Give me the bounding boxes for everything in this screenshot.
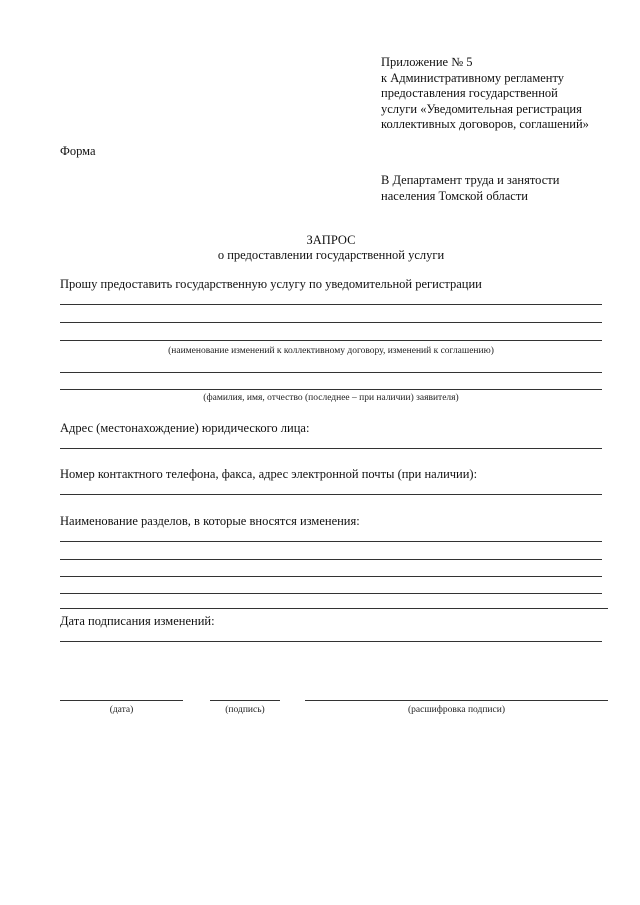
annex-line: коллективных договоров, соглашений» (381, 117, 589, 131)
annex-block (381, 55, 589, 133)
document-title: ЗАПРОС (306, 233, 356, 247)
caption-changes: (наименование изменений к коллективному договору, изменений к соглашению) (168, 346, 494, 356)
address-fill-line[interactable] (60, 448, 602, 449)
annex-line: к Административному регламенту (381, 70, 565, 85)
sections-fill-line[interactable] (60, 541, 602, 542)
sign-date-fill-line[interactable] (60, 641, 602, 642)
signature-line[interactable] (210, 700, 280, 701)
fill-line[interactable] (60, 304, 602, 305)
fill-line[interactable] (60, 389, 602, 390)
sections-fill-line[interactable] (60, 576, 602, 577)
sections-fill-line[interactable] (60, 608, 608, 609)
sections-label: Наименование разделов, в которые вносятся изменения: (60, 514, 360, 528)
addressee-block (381, 173, 559, 204)
date-sign-line[interactable] (60, 700, 183, 701)
phone-fill-line[interactable] (60, 494, 602, 495)
addressee-line: В Департамент труда и занятости (381, 173, 560, 187)
sign-date-label: Дата подписания изменений: (60, 614, 215, 628)
caption-fio: (фамилия, имя, отчество (последнее – при наличии) заявителя) (203, 393, 459, 403)
sign-caption: (подпись) (225, 705, 265, 715)
fill-line[interactable] (60, 322, 602, 323)
fill-line[interactable] (60, 372, 602, 373)
address-label: Адрес (местонахождение) юридического лица: (60, 421, 310, 435)
annex-line: предоставления государственной (381, 86, 558, 100)
decode-signature-line[interactable] (305, 700, 608, 701)
addressee-line: населения Томской области (381, 188, 528, 203)
document-subtitle: о предоставлении государственной услуги (217, 248, 445, 262)
request-text: Прошу предоставить государственную услугу по уведомительной регистрации (60, 277, 482, 291)
decode-caption: (расшифровка подписи) (408, 705, 505, 715)
sections-fill-line[interactable] (60, 559, 602, 560)
phone-label: Номер контактного телефона, факса, адрес электронной почты (при наличии): (60, 467, 478, 481)
annex-line: услуги «Уведомительная регистрация (381, 101, 582, 116)
date-caption: (дата) (109, 705, 134, 715)
fill-line[interactable] (60, 340, 602, 341)
sections-fill-line[interactable] (60, 593, 602, 594)
form-label: Форма (60, 144, 96, 158)
annex-line: Приложение № 5 (381, 55, 473, 69)
